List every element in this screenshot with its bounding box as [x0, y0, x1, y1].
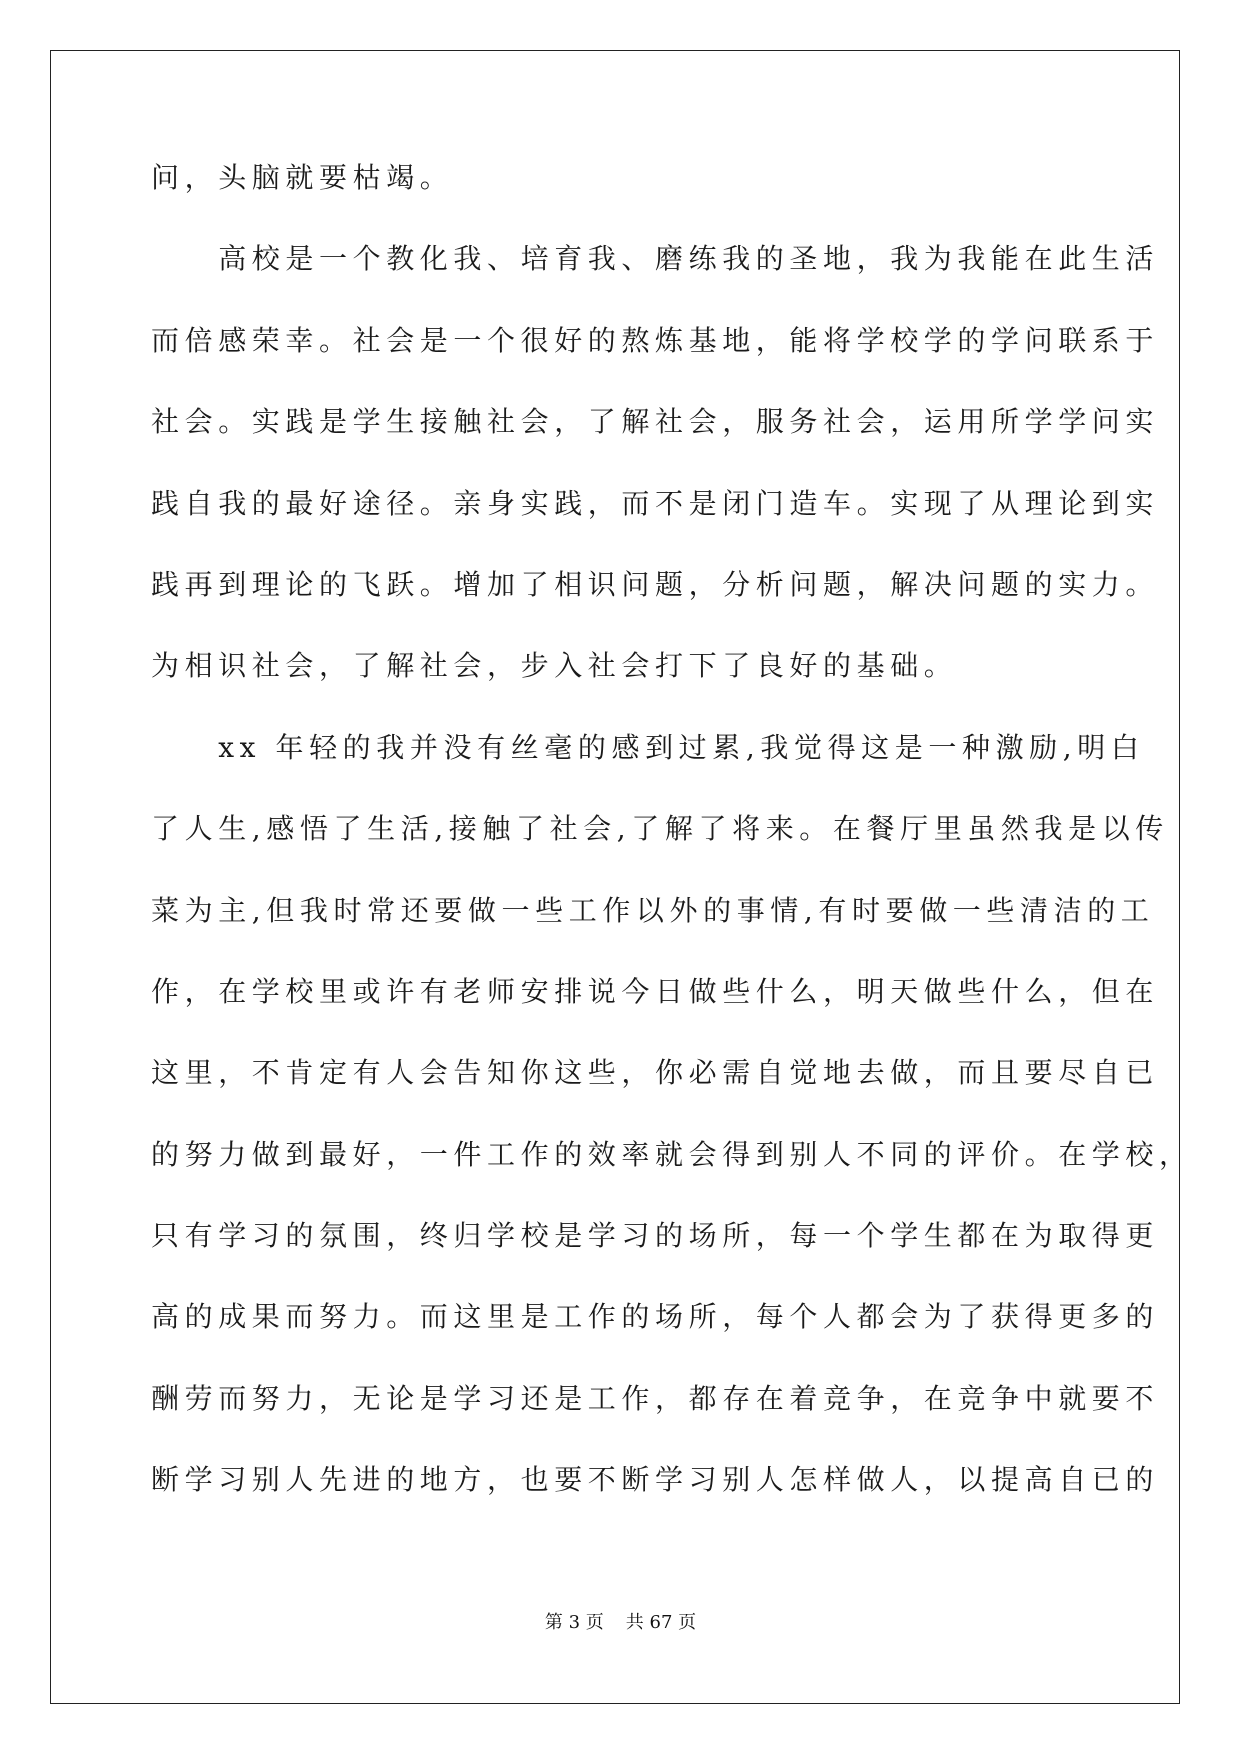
page-footer — [0, 1608, 1241, 1634]
text-line: 高的成果而努力。而这里是工作的场所，每个人都会为了获得更多的 — [151, 1300, 1160, 1334]
text-line: 只有学习的氛围，终归学校是学习的场所，每一个学生都在为取得更 — [151, 1219, 1160, 1253]
text-line: 践再到理论的飞跃。增加了相识问题，分析问题，解决问题的实力。 — [151, 567, 1160, 601]
text-line: 这里，不肯定有人会告知你这些，你必需自觉地去做，而且要尽自已 — [151, 1056, 1160, 1090]
text-line: 了人生,感悟了生活,接触了社会,了解了将来。在餐厅里虽然我是以传 — [151, 812, 1169, 846]
text-line: 社会。实践是学生接触社会，了解社会，服务社会，运用所学学问实 — [151, 405, 1160, 439]
text-line: 的努力做到最好，一件工作的效率就会得到别人不同的评价。在学校， — [151, 1137, 1193, 1171]
document-body — [151, 160, 1193, 1544]
page-total: 共 67 页 — [625, 1612, 697, 1633]
text-line: 高校是一个教化我、培育我、磨练我的圣地，我为我能在此生活 — [151, 242, 1160, 276]
text-line: 践自我的最好途径。亲身实践，而不是闭门造车。实现了从理论到实 — [151, 486, 1160, 520]
text-line: 为相识社会，了解社会，步入社会打下了良好的基础。 — [151, 649, 958, 683]
page-number: 第 3 页 — [544, 1612, 604, 1633]
text-line: 而倍感荣幸。社会是一个很好的熬炼基地，能将学校学的学问联系于 — [151, 323, 1160, 357]
text-line: 作，在学校里或许有老师安排说今日做些什么，明天做些什么，但在 — [151, 974, 1160, 1008]
text-line: xx 年轻的我并没有丝毫的感到过累,我觉得这是一种激励,明白 — [151, 730, 1145, 764]
text-line: 断学习别人先进的地方，也要不断学习别人怎样做人，以提高自已的 — [151, 1463, 1160, 1497]
text-line: 菜为主,但我时常还要做一些工作以外的事情,有时要做一些清洁的工 — [151, 893, 1155, 927]
text-line: 问，头脑就要枯竭。 — [151, 161, 454, 194]
text-line: 酬劳而努力，无论是学习还是工作，都存在着竞争，在竞争中就要不 — [151, 1381, 1160, 1415]
